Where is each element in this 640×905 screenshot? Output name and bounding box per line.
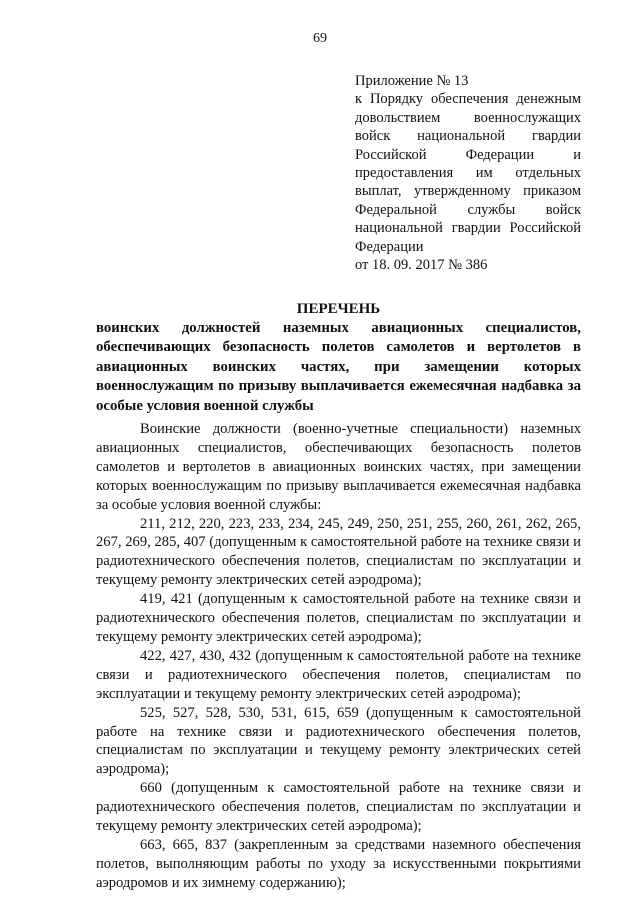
appendix-title: Приложение № 13 [355, 73, 469, 89]
document-title: ПЕРЕЧЕНЬ [296, 301, 381, 317]
appendix-date-number: от 18. 09. 2017 № 386 [355, 257, 488, 274]
document-subtitle: воинских должностей наземных авиационных специалистов, обеспечивающих безопасность полетов самолетов и вертолетов в авиационных воинских частях, при замещении которых военнослужащим по призыву выплачивается ежемесячная надбавка за особые условия военной службы [96, 320, 581, 414]
appendix-text: к Порядку обеспечения денежным довольствием военнослужащих войск национальной гвардии Российской Федерации и предоставления им отдельных выплат, утвержденному приказом Федеральной службы войск национальной гвардии Российской Федерации [355, 91, 581, 255]
paragraph: 660 (допущенным к самостоятельной работе на технике связи и радиотехнического обеспечения полетов, специалистам по эксплуатации и текущему ремонту электрических сетей аэродрома); [96, 780, 581, 835]
appendix-header [355, 72, 581, 274]
paragraph: 422, 427, 430, 432 (допущенным к самостоятельной работе на технике связи и радиотехнического обеспечения полетов, специалистам по эксплуатации и текущему ремонту электрических сетей аэродрома); [96, 647, 581, 702]
paragraph: 663, 665, 837 (закрепленным за средствами наземного обеспечения полетов, выполняющим работы по уходу за искусственными покрытиями аэродромов и их зимнему содержанию); [96, 836, 581, 891]
document-body [96, 420, 581, 893]
paragraph: Воинские должности (военно-учетные специальности) наземных авиационных специалистов, обеспечивающих безопасность полетов самолетов и вертолетов в авиационных воинских частях, при замещении которых военнослужащим по призыву выплачивается ежемесячная надбавка за особые условия военной службы: [96, 421, 581, 513]
paragraph: 525, 527, 528, 530, 531, 615, 659 (допущенным к самостоятельной работе на технике связи и радиотехнического обеспечения полетов, специалистам по эксплуатации и текущему ремонту электрических сетей аэродрома); [96, 704, 581, 778]
page-number: 69 [313, 31, 327, 46]
paragraph: 419, 421 (допущенным к самостоятельной работе на технике связи и радиотехнического обеспечения полетов, специалистам по эксплуатации и текущему ремонту электрических сетей аэродрома); [96, 591, 581, 645]
title-block [96, 300, 581, 416]
paragraph: 211, 212, 220, 223, 233, 234, 245, 249, 250, 251, 255, 260, 261, 262, 265, 267, 269, 285, 407 (допущенным к самостоятельной работе на технике связи и радиотехнического обеспечения полетов, специалистам по эксплуатации и текущему ремонту электрических сетей аэродрома); [96, 515, 581, 589]
